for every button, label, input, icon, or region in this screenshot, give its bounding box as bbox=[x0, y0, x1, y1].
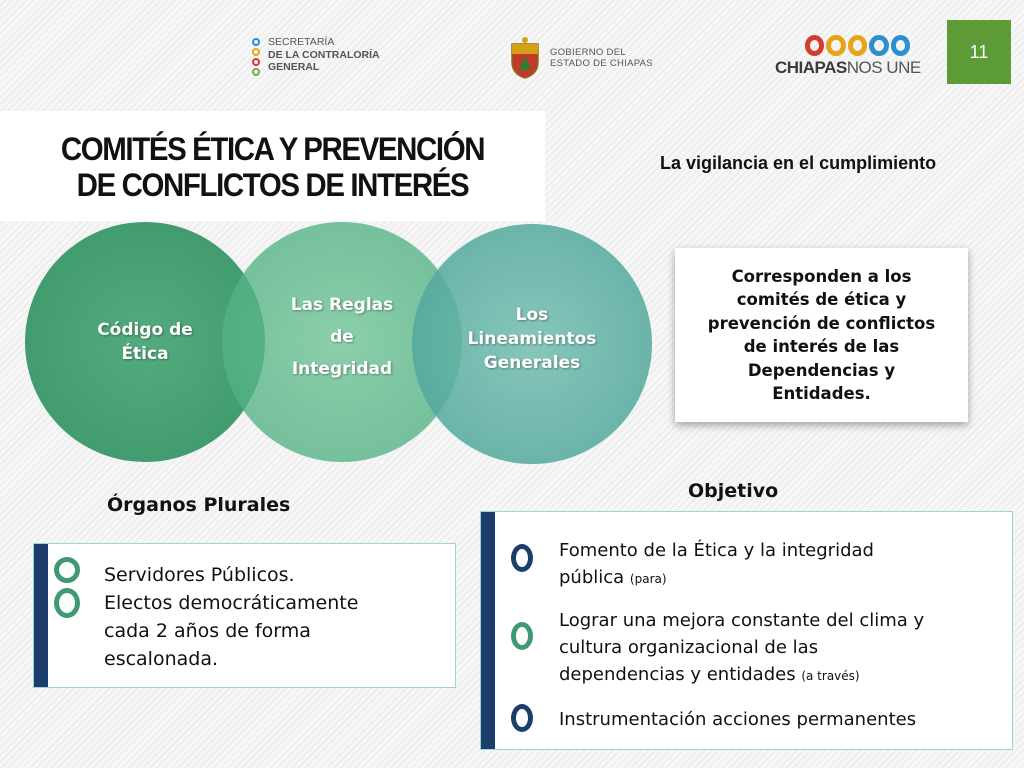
organos-line4: escalonada. bbox=[104, 648, 219, 670]
circle2-line2: de bbox=[330, 327, 354, 347]
objetivo1-line2: pública bbox=[559, 567, 630, 588]
circle3-line2: Lineamientos bbox=[467, 329, 597, 349]
panel-accent-bar bbox=[481, 512, 495, 749]
chiapas-rings-icon bbox=[805, 35, 910, 56]
gobierno-chiapas-logo bbox=[508, 36, 653, 80]
objetivo1-note: (para) bbox=[629, 572, 667, 586]
bullet-ring-icon bbox=[54, 588, 80, 618]
circle3-line3: Generales bbox=[483, 353, 581, 373]
objetivo2-note: (a través) bbox=[801, 669, 860, 683]
description-line1: Corresponden a los bbox=[731, 266, 912, 286]
objetivo3-line1: Instrumentación acciones permanentes bbox=[559, 709, 917, 730]
bullet-ring-icon bbox=[511, 704, 533, 732]
description-line3: prevención de conflictos bbox=[707, 313, 936, 333]
description-line6: Entidades. bbox=[772, 384, 871, 403]
circle1-line1: Código de bbox=[97, 320, 193, 340]
chiapas-nos-une-logo bbox=[775, 35, 921, 78]
description-line5: Dependencias y bbox=[747, 360, 896, 380]
secretaria-dots-icon bbox=[252, 38, 262, 76]
title-box bbox=[0, 111, 545, 221]
circle-lineamientos-generales bbox=[412, 224, 652, 464]
description-line4: de interés de las bbox=[743, 337, 900, 356]
description-line2: comités de ética y bbox=[736, 290, 907, 309]
circle3-line1: Los bbox=[515, 305, 549, 325]
gobierno-line2: ESTADO DE CHIAPAS bbox=[550, 58, 653, 69]
organos-line1: Servidores Públicos. bbox=[104, 564, 295, 586]
coat-of-arms-icon bbox=[508, 36, 542, 80]
organos-panel bbox=[33, 543, 456, 688]
objetivo-panel bbox=[480, 511, 1013, 750]
organos-line2: Electos democráticamente bbox=[104, 592, 359, 614]
bullet-ring-icon bbox=[511, 622, 533, 650]
objetivo-item-3 bbox=[559, 706, 916, 733]
objetivo1-line1: Fomento de la Ética y la integridad bbox=[559, 540, 874, 561]
circle1-line2: Ética bbox=[121, 344, 169, 364]
circle2-line1: Las Reglas bbox=[290, 295, 394, 315]
chiapas-bold-text: CHIAPAS bbox=[775, 58, 847, 77]
page-title bbox=[22, 131, 523, 203]
circle2-line3: Integridad bbox=[291, 359, 393, 379]
organos-plurales-heading: Órganos Plurales bbox=[107, 494, 291, 516]
description-box bbox=[675, 248, 968, 422]
secretaria-contraloria-logo bbox=[252, 36, 380, 76]
bullet-ring-icon bbox=[54, 557, 80, 583]
secretaria-line1: SECRETARÍA bbox=[268, 36, 335, 48]
title-line1: COMITÉS ÉTICA Y PREVENCIÓN bbox=[60, 131, 485, 167]
panel-accent-bar bbox=[34, 544, 48, 687]
organos-line3: cada 2 años de forma bbox=[104, 620, 311, 642]
gobierno-line1: GOBIERNO DEL bbox=[550, 47, 626, 58]
objetivo-item-2 bbox=[559, 607, 924, 690]
page-number: 11 bbox=[969, 41, 989, 62]
objetivo-item-1 bbox=[559, 537, 874, 593]
page-number-badge bbox=[947, 20, 1011, 84]
objetivo-heading: Objetivo bbox=[688, 480, 779, 502]
bullet-ring-icon bbox=[511, 544, 533, 572]
objetivo2-line1: Lograr una mejora constante del clima y bbox=[559, 610, 925, 631]
objetivo2-line3: dependencias y entidades bbox=[559, 664, 802, 685]
nos-une-text: NOS UNE bbox=[846, 58, 921, 77]
secretaria-line2: DE LA CONTRALORÍA bbox=[268, 48, 380, 61]
title-line2: DE CONFLICTOS DE INTERÉS bbox=[76, 167, 469, 203]
objetivo2-line2: cultura organizacional de las bbox=[559, 637, 819, 658]
vigilancia-subtitle: La vigilancia en el cumplimiento bbox=[660, 153, 937, 173]
secretaria-line3: GENERAL bbox=[268, 61, 320, 73]
